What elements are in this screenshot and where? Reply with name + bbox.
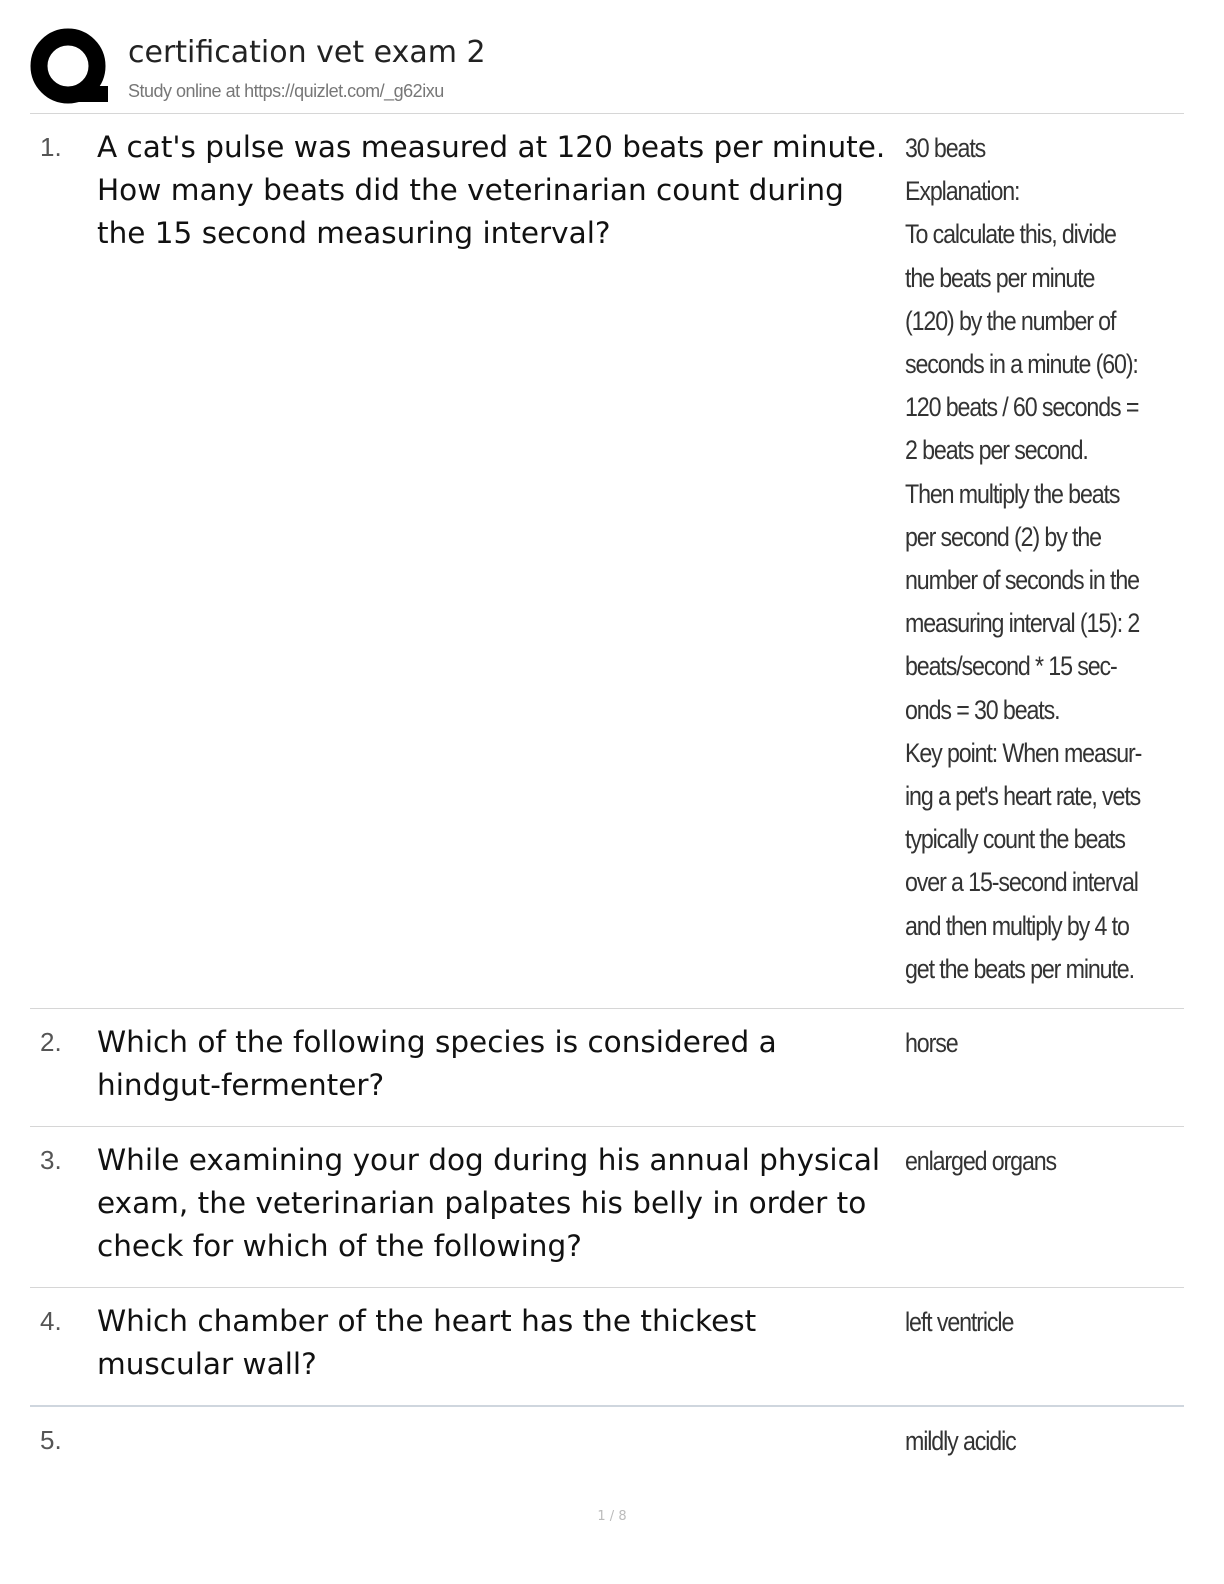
- card-definition: enlarged organs: [905, 1146, 1057, 1176]
- card-term: Which of the following species is considered a hindgut-fermenter?: [97, 1025, 777, 1102]
- page-header: [30, 28, 1184, 114]
- set-title: certification vet exam 2: [128, 35, 486, 70]
- card-number: 3.: [40, 1145, 62, 1175]
- flashcard: [30, 1288, 1184, 1407]
- card-definition: 30 beats Explanation: To calculate this, divide the beats per minute (120) by the number of seconds in a minute (60): 120 beats / 60 seconds = 2 beats per second. Then multiply the beats per second (2) by the number of seconds in the measuring interval (15): 2 beats/second * 15 sec-onds = 30 beats. Key point: When measur-ing a pet's heart rate, vets typically count the beats over a 15-second interval and then multiply by 4 to get the beats per minute.: [905, 133, 1142, 984]
- quizlet-logo-icon: [30, 28, 110, 108]
- study-online-link[interactable]: Study online at https://quizlet.com/_g62ixu: [128, 81, 444, 101]
- card-definition: left ventricle: [905, 1307, 1014, 1337]
- card-term: A cat's pulse was measured at 120 beats per minute. How many beats did the veterinarian count during the 15 second measuring interval?: [97, 130, 886, 250]
- card-term: While examining your dog during his annual physical exam, the veterinarian palpates his belly in order to check for which of the following?: [97, 1143, 881, 1263]
- page-number: 1 / 8: [597, 1509, 627, 1524]
- card-number: 5.: [40, 1425, 62, 1455]
- card-number: 1.: [40, 132, 62, 162]
- flashcard: [30, 1127, 1184, 1288]
- card-number: 2.: [40, 1027, 62, 1057]
- card-definition: mildly acidic: [905, 1426, 1016, 1456]
- card-number: 4.: [40, 1306, 62, 1336]
- flashcard-list: [30, 114, 1184, 1487]
- card-term: Which chamber of the heart has the thickest muscular wall?: [97, 1304, 757, 1381]
- flashcard: [30, 1407, 1184, 1487]
- flashcard: [30, 114, 1184, 1009]
- card-definition: horse: [905, 1028, 958, 1058]
- flashcard: [30, 1009, 1184, 1127]
